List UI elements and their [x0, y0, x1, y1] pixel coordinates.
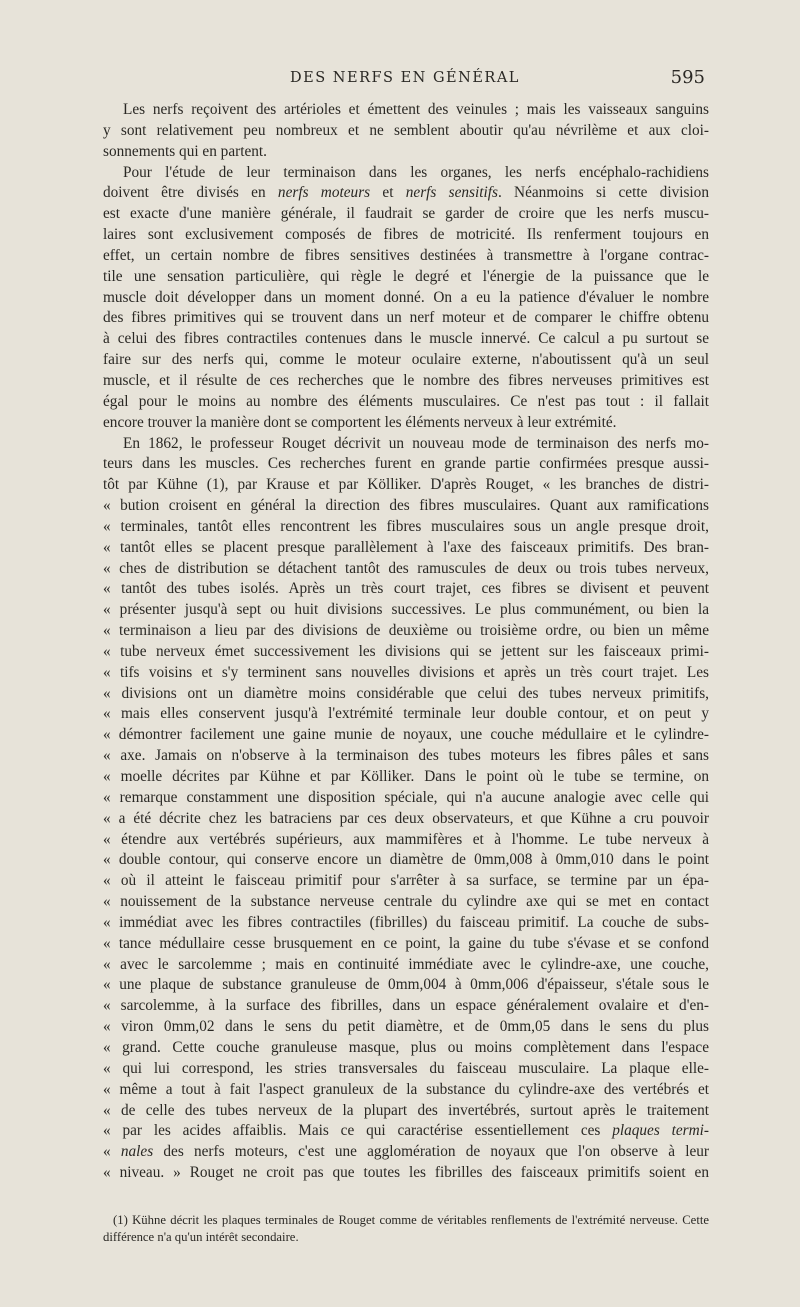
text-line: « axe. Jamais on n'observe à la terminaison des tubes moteurs les fibres pâles et sans	[103, 747, 709, 765]
footnotes	[103, 1212, 709, 1246]
text-line: à celui des fibres contractiles contenues dans le muscle innervé. Ce calcul a pu surtout se	[103, 330, 709, 348]
text-line: effet, un certain nombre de fibres sensitives destinées à transmettre à l'organe contrac-	[103, 246, 709, 264]
text-line: « démontrer facilement une gaine munie de noyaux, une couche médullaire et le cylindre-	[103, 726, 709, 744]
text-line: « viron 0mm,02 dans le sens du petit diamètre, et de 0mm,05 dans le sens du plus	[103, 1018, 709, 1036]
text-line: « ches de distribution se détachent tantôt des ramuscules de deux ou trois tubes nerveux,	[103, 559, 709, 577]
footnote: (1) Kühne décrit les plaques terminales de Rouget comme de véritables renflements de l'extrémité nerveuse. Cette différence n'a qu'un intérêt secondaire.	[103, 1213, 709, 1244]
text-line: « terminaison a lieu par des divisions de deuxième ou troisième ordre, ou bien un même	[103, 622, 709, 640]
text-line: « sarcolemme, à la surface des fibrilles, dans un espace généralement ovalaire et d'en-	[103, 997, 709, 1015]
text-line: « tance médullaire cesse brusquement en ce point, la gaine du tube s'évase et se confond	[103, 934, 709, 952]
page-number: 595	[670, 67, 705, 88]
text-line: est exacte d'une manière générale, il faudrait se garder de croire que les nerfs muscu-	[103, 205, 709, 223]
text-line: « où il atteint le faisceau primitif pour s'arrêter à sa surface, se termine par un épa-	[103, 872, 709, 890]
text-line: « mais elles conservent jusqu'à l'extrémité terminale leur double contour, et on peut y	[103, 705, 709, 723]
paragraph-vessels	[103, 100, 709, 163]
text-line: « tube nerveux émet successivement les divisions qui se jettent sur les faisceaux primi-	[103, 642, 709, 660]
text-line: « remarque constamment une disposition spéciale, qui n'a aucune analogie avec celle qui	[103, 788, 709, 806]
text-line: « immédiat avec les fibres contractiles (fibrilles) du faisceau primitif. La couche de subs-	[103, 913, 709, 931]
page-header	[105, 67, 705, 94]
text-line: « double contour, qui conserve encore un diamètre de 0mm,008 à 0mm,010 dans le point	[103, 851, 709, 869]
running-head: DES NERFS EN GÉNÉRAL	[290, 70, 520, 86]
text-line: « tantôt elles se placent presque parallèlement à l'axe des faisceaux primitifs. Des bran-	[103, 538, 709, 556]
text-line: « divisions ont un diamètre moins considérable que celui des tubes nerveux primitifs,	[103, 684, 709, 702]
text-line: laires sont exclusivement composés de fibres de motricité. Ils renferment toujours en	[103, 226, 709, 244]
text-line: sonnements qui en partent.	[103, 142, 267, 160]
text-line: « moelle décrites par Kühne et par Kölliker. Dans le point où le tube se termine, on	[103, 768, 709, 785]
paragraph-rouget	[103, 434, 709, 1184]
text-line: « même a tout à fait l'aspect granuleux de la substance du cylindre-axe des vertébrés et	[103, 1080, 709, 1098]
text-line: Les nerfs reçoivent des artérioles et émettent des veinules ; mais les vaisseaux sanguins	[123, 101, 709, 118]
text-line: « qui lui correspond, les stries transversales du faisceau musculaire. La plaque elle-	[103, 1059, 709, 1077]
text-line: « niveau. » Rouget ne croit pas que toutes les fibrilles des faisceaux primitifs soient en	[103, 1164, 709, 1182]
text-line: « grand. Cette couche granuleuse masque, plus ou moins complètement dans l'espace	[103, 1038, 709, 1056]
text-line: tôt par Kühne (1), par Krause et par Kölliker. D'après Rouget, « les branches de distri-	[103, 476, 709, 494]
text-line: y sont relativement peu nombreux et ne semblent aboutir qu'au névrilème et aux cloi-	[103, 121, 709, 139]
text-line: « tifs voisins et s'y terminent sans nouvelles divisions et après un très court trajet. Les	[103, 663, 709, 681]
text-line: doivent être divisés en nerfs moteurs et nerfs sensitifs. Néanmoins si cette division	[103, 184, 709, 202]
text-line: « de celle des tubes nerveux de la plupart des invertébrés, surtout après le traitement	[103, 1101, 709, 1119]
text-line: En 1862, le professeur Rouget décrivit un nouveau mode de terminaison des nerfs mo-	[123, 434, 709, 452]
paragraph-nerve-division	[103, 163, 709, 434]
text-line: « tantôt des tubes isolés. Après un très court trajet, ces fibres se divisent et peuvent	[103, 580, 709, 598]
text-line: « avec le sarcolemme ; mais en continuité immédiate avec le cylindre-axe, une couche,	[103, 955, 709, 973]
text-line: égal pour le moins au nombre des éléments musculaires. Ce n'est pas tout : il fallait	[103, 392, 709, 410]
text-line: « nales des nerfs moteurs, c'est une agglomération de noyaux que l'on observe à leur	[103, 1143, 709, 1161]
text-line: teurs dans les muscles. Ces recherches furent en grande partie confirmées presque aussi-	[103, 455, 709, 473]
text-line: « par les acides affaiblis. Mais ce qui caractérise essentiellement ces plaques termi-	[103, 1122, 709, 1140]
text-line: « une plaque de substance granuleuse de 0mm,004 à 0mm,006 d'épaisseur, s'étale sous le	[103, 976, 709, 994]
body-text	[103, 100, 709, 1184]
text-line: « bution croisent en général la direction des fibres musculaires. Quant aux ramifications	[103, 497, 709, 515]
text-line: encore trouver la manière dont se comportent les éléments nerveux à leur extrémité.	[103, 413, 617, 431]
text-line: faire sur des nerfs qui, comme le moteur oculaire externe, n'aboutissent qu'à un seul	[103, 351, 709, 369]
text-line: muscle doit développer dans un moment donné. On a eu la patience d'évaluer le nombre	[103, 288, 709, 306]
text-line: tile une sensation particulière, qui règle le degré et l'énergie de la puissance que le	[103, 267, 709, 285]
text-line: des fibres primitives qui se trouvent dans un nerf moteur et de comparer le chiffre obtenu	[103, 309, 709, 327]
text-line: « terminales, tantôt elles rencontrent les fibres musculaires sous un angle presque droit,	[103, 517, 709, 535]
text-line: « étendre aux vertébrés supérieurs, aux mammifères et à l'homme. Le tube nerveux à	[103, 830, 709, 848]
text-line: « a été décrite chez les batraciens par ces deux observateurs, et que Kühne a cru pouvoir	[103, 809, 709, 827]
text-line: muscle, et il résulte de ces recherches que le nombre des fibres nerveuses primitives est	[103, 371, 709, 389]
text-line: « présenter jusqu'à sept ou huit divisions successives. Le plus communément, ou bien la	[103, 601, 709, 619]
text-line: « nouissement de la substance nerveuse centrale du cylindre axe qui se met en contact	[103, 893, 709, 911]
text-line: Pour l'étude de leur terminaison dans les organes, les nerfs encéphalo-rachidiens	[123, 163, 709, 181]
